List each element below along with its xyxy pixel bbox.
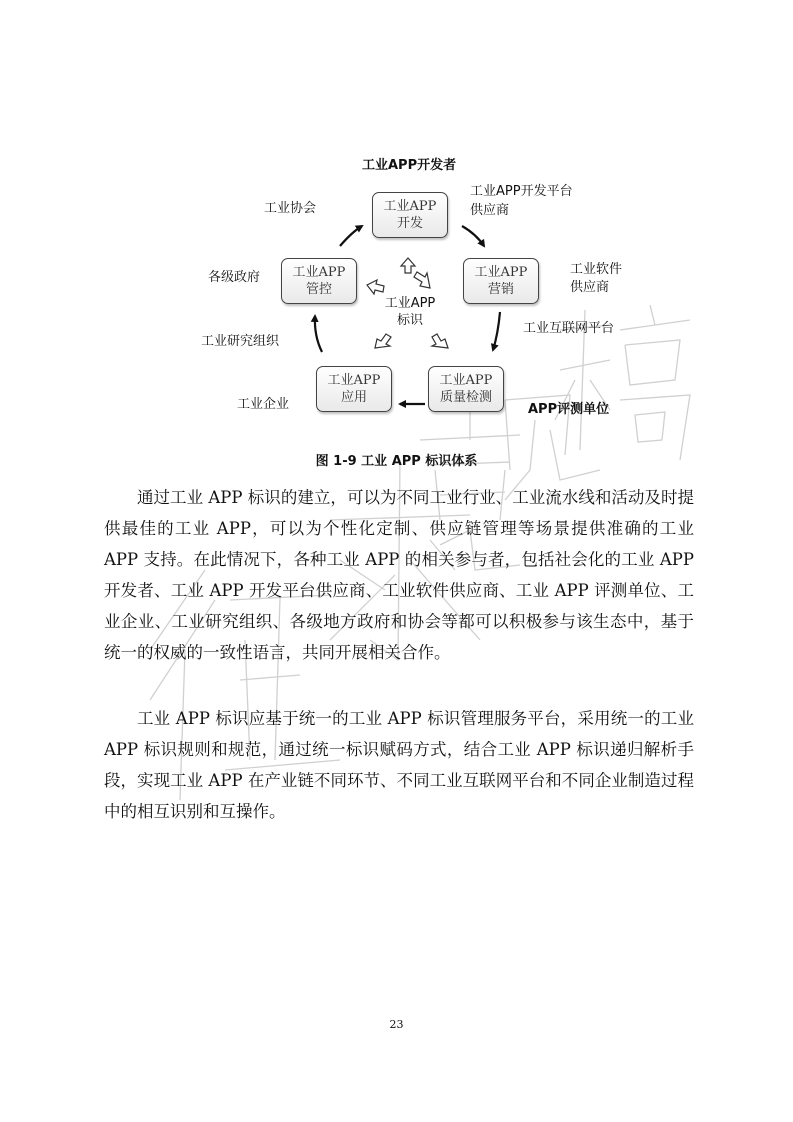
label-industry-association: 工业协会 [264,201,317,216]
label-government: 各级政府 [208,270,261,285]
arrow-control-to-develop [340,226,362,246]
box-control-line2: 管控 [305,282,332,297]
box-quality-line1: 工业APP [439,373,493,388]
center-label-line2: 标识 [396,313,423,328]
box-develop-line1: 工业APP [383,199,437,214]
box-develop-line2: 开发 [396,216,423,231]
label-platform-supplier-2: 供应商 [470,203,510,218]
box-market-line2: 营销 [487,282,514,297]
hollow-arrow-downright-icon [432,334,448,348]
hollow-arrow-upleft-icon [367,280,384,294]
body-paragraph-1: 通过工业 APP 标识的建立，可以为不同工业行业、工业流水线和活动及时提供最佳的工业 APP，可以为个性化定制、供应链管理等场景提供准确的工业 APP 支持。在此情况下，各种工业 APP 的相关参与者，包括社会化的工业 APP 开发者、工业 APP 开发平台供应商、工业软件供应商、工业 APP 评测单位、工业企业、工业研究组织、各级地方政府和协会等都可以积极参与该生态中，基于统一的权威的一致性语言，共同开展相关合作。 [104,488,694,662]
label-industrial-enterprise: 工业企业 [237,397,290,412]
page-number: 23 [389,1018,404,1031]
box-apply-line1: 工业APP [327,373,381,388]
box-apply-line2: 应用 [340,390,367,405]
center-label [370,295,450,329]
arrow-develop-to-market [462,226,484,246]
box-control-line1: 工业APP [292,265,346,280]
label-app-developer: 工业APP开发者 [362,158,457,173]
body-paragraph-2: 工业 APP 标识应基于统一的工业 APP 标识管理服务平台，采用统一的工业 APP 标识规则和规范，通过统一标识赋码方式，结合工业 APP 标识递归解析手段，实现工业 APP 在产业链不同环节、不同工业互联网平台和不同企业制造过程中的相互识别和互操作。 [104,709,694,821]
arrow-apply-to-control [315,316,322,352]
label-platform-supplier-1: 工业APP开发平台 [470,184,573,199]
label-research-organization: 工业研究组织 [201,334,280,349]
app-identification-diagram [0,0,793,460]
hollow-arrow-downleft-icon [375,334,391,348]
box-app-develop [372,192,448,238]
arrow-market-to-quality [493,312,500,350]
label-software-supplier-1: 工业软件 [570,262,623,277]
hollow-arrow-up-icon [401,258,415,273]
hollow-arrow-upright-icon [414,272,430,288]
label-app-evaluation: APP评测单位 [528,402,610,417]
figure-caption: 图 1-9 工业 APP 标识体系 [315,454,478,469]
box-quality-line2: 质量检测 [439,390,492,405]
box-app-marketing [463,258,539,304]
box-app-application [316,366,392,412]
box-market-line1: 工业APP [474,265,528,280]
label-software-supplier-2: 供应商 [570,280,610,295]
center-label-line1: 工业APP [384,296,436,311]
label-internet-platform: 工业互联网平台 [523,321,615,336]
box-app-control [281,258,357,304]
box-app-quality-test [428,366,504,412]
